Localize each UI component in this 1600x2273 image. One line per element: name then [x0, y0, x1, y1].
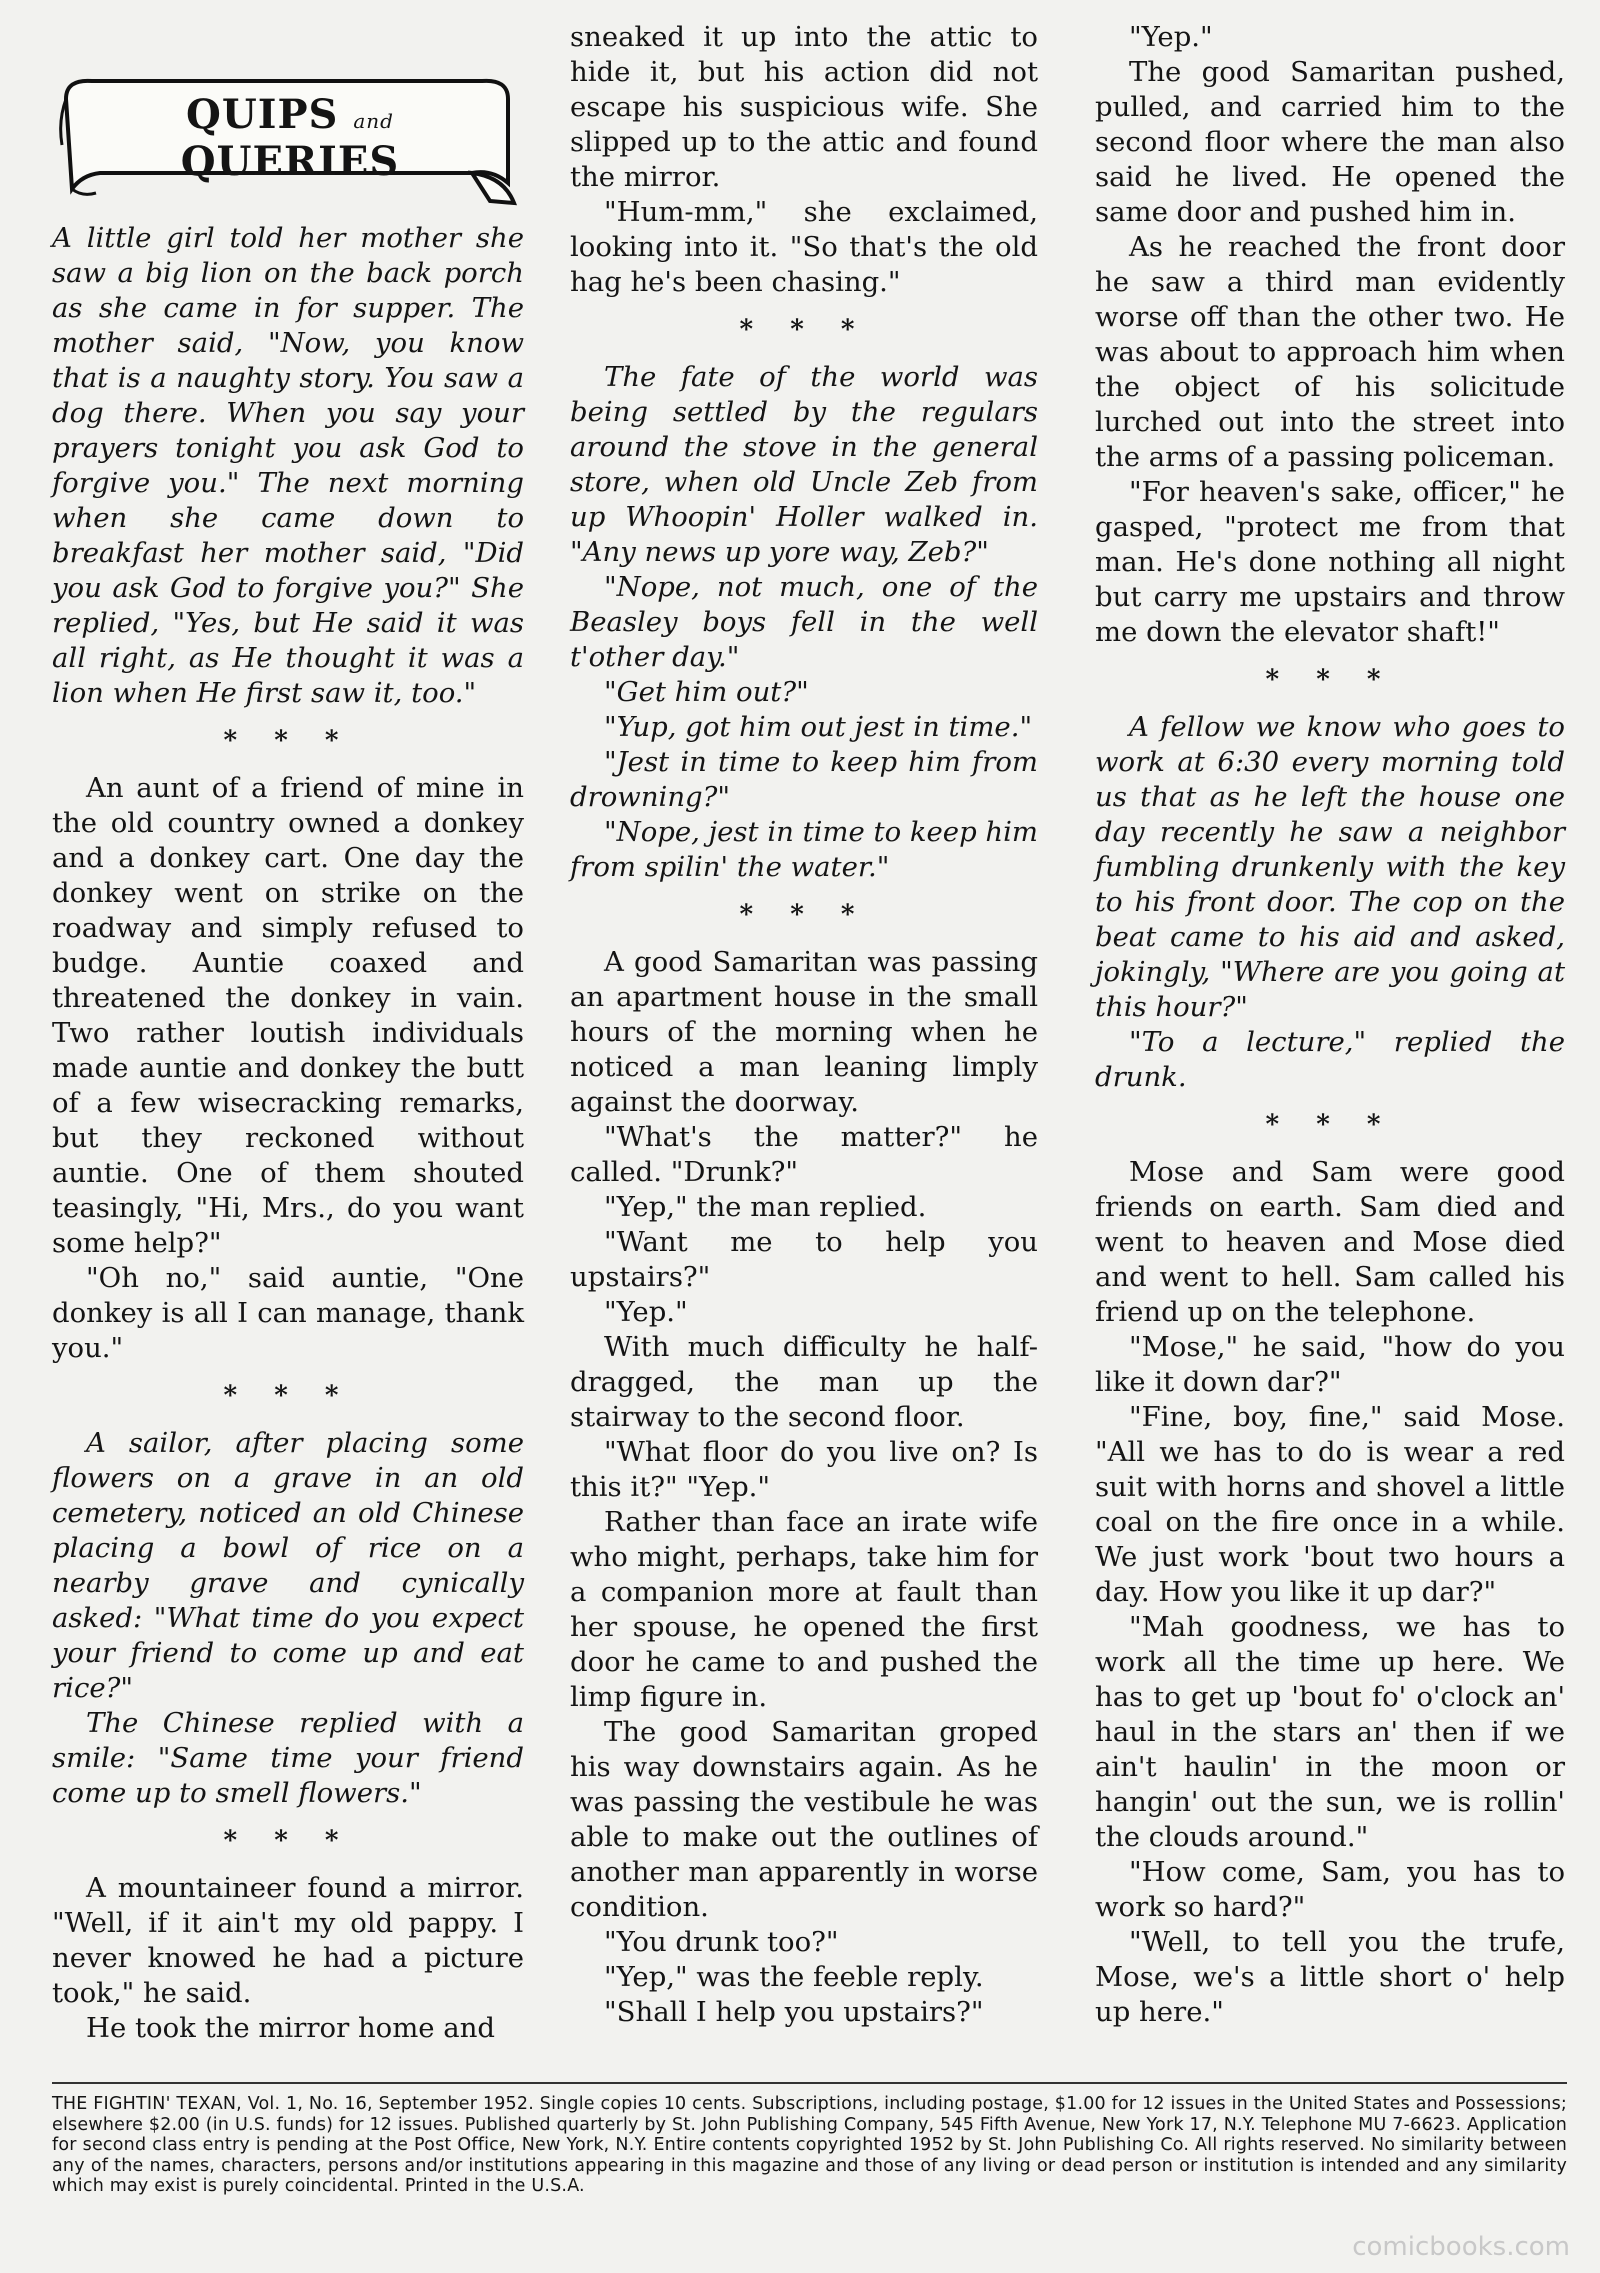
separator: * * *: [223, 1826, 353, 1856]
story-mirror-end: "Hum-mm," she exclaimed, looking into it. "So that's the old hag he's been chasing.": [570, 196, 1038, 298]
story-lion: A little girl told her mother she saw a big lion on the back porch as she came in for supper. The mother said, "Now, you know that is a naughty story. You saw a dog there. When you say your prayers tonight you ask God to forgive you." The next morning when she came down to breakfast her mother said, "Did you ask God to forgive you?" She replied, "Yes, but He said it was all right, as He thought it was a lion when He first saw it, too.": [52, 222, 524, 709]
paragraph: "To a lecture," replied the drunk.: [1095, 1026, 1565, 1093]
paragraph: "Yep," the man replied.: [604, 1191, 927, 1223]
paragraph: "Want me to help you upstairs?": [570, 1226, 1038, 1293]
story-mirror: A mountaineer found a mirror. "Well, if it ain't my old pappy. I never knowed he had a picture took," he said.: [52, 1872, 524, 2009]
paragraph: "Yep.": [604, 1296, 688, 1328]
paragraph: "Jest in time to keep him from drowning?": [570, 746, 1038, 813]
banner-word-queries: QUERIES: [180, 138, 400, 185]
column-2: [570, 20, 1038, 2030]
paragraph: "Mose," he said, "how do you like it down dar?": [1095, 1331, 1565, 1398]
paragraph: "Fine, boy, fine," said Mose. "All we has to do is wear a red suit with horns and shovel a little coal on the fire once in a while. We just work 'bout two hours a day. How you like it up dar?": [1095, 1401, 1565, 1608]
banner-word-quips: QUIPS: [186, 91, 339, 138]
paragraph: A good Samaritan was passing an apartment house in the small hours of the morning when he noticed a man leaning limply against the doorway.: [570, 946, 1038, 1118]
separator: * * *: [739, 315, 869, 345]
watermark: comicbooks.com: [1352, 2232, 1570, 2262]
paragraph: "Shall I help you upstairs?": [604, 1996, 984, 2028]
paragraph: Mose and Sam were good friends on earth. Sam died and went to heaven and Mose died and went to hell. Sam called his friend up on the telephone.: [1095, 1156, 1565, 1328]
paragraph: "Yep," was the feeble reply.: [604, 1961, 984, 1993]
separator: * * *: [223, 1381, 353, 1411]
paragraph: Rather than face an irate wife who might, perhaps, take him for a companion more at fault than her spouse, he opened the first door he came to and pushed the limp figure in.: [570, 1506, 1038, 1713]
banner-title: [80, 91, 500, 185]
paragraph: "What's the matter?" he called. "Drunk?": [570, 1121, 1038, 1188]
column-1: [52, 65, 524, 2046]
separator: * * *: [1265, 665, 1395, 695]
paragraph: As he reached the front door he saw a third man evidently worse off than the other two. He was about to approach him when the object of his solicitude lurched out into the street into the arms of a passing policeman.: [1095, 231, 1565, 473]
paragraph: "Get him out?": [604, 676, 809, 708]
publication-footer: THE FIGHTIN' TEXAN, Vol. 1, No. 16, September 1952. Single copies 10 cents. Subscriptions, including postage, $1.00 for 12 issues in the United States and Possessions; elsewhere $2.00 (in U.S. funds) for 12 issues. Published quarterly by St. John Publishing Company, 545 Fifth Avenue, New York 17, N.Y. Telephone MU 7-6623. Application for second class entry is pending at the Post Office, New York, N.Y. Entire contents copyrighted 1952 by St. John Publishing Co. All rights reserved. No similarity between any of the names, characters, persons and/or institutions appearing in this magazine and those of any living or dead person or institution is intended and any similarity which may exist is purely coincidental. Printed in the U.S.A.: [52, 2094, 1567, 2196]
paragraph: "Well, to tell you the trufe, Mose, we's a little short o' help up here.": [1095, 1926, 1565, 2028]
separator: * * *: [739, 900, 869, 930]
paragraph: "Mah goodness, we has to work all the time up here. We has to get up 'bout fo' o'clock an' haul in the stars an' then if we ain't haulin' in the moon or hangin' out the sun, we is rollin' the clouds around.": [1095, 1611, 1565, 1853]
story-sailor: A sailor, after placing some flowers on a grave in an old cemetery, noticed an old Chinese placing a bowl of rice on a nearby grave and cynically asked: "What time do you expect your friend to come up and eat rice?": [52, 1427, 524, 1704]
story-uncle-zeb: [570, 360, 1038, 885]
separator: * * *: [1265, 1110, 1395, 1140]
story-mose-and-sam: [1095, 1155, 1565, 2030]
story-good-samaritan: [570, 945, 1038, 2030]
paragraph: "You drunk too?": [604, 1926, 839, 1958]
paragraph: "For heaven's sake, officer," he gasped, "protect me from that man. He's done nothing all night but carry me upstairs and throw me down the elevator shaft!": [1095, 476, 1565, 648]
story-donkey: An aunt of a friend of mine in the old country owned a donkey and a donkey cart. One day the donkey went on strike on the roadway and simply refused to budge. Auntie coaxed and threatened the donkey in vain. Two rather loutish individuals made auntie and donkey the butt of a few wisecracking remarks, but they reckoned without auntie. One of them shouted teasingly, "Hi, Mrs., do you want some help?": [52, 772, 524, 1259]
paragraph: "Yep.": [1129, 21, 1213, 53]
paragraph: "Nope, jest in time to keep him from spilin' the water.": [570, 816, 1039, 883]
story-mirror-continued: He took the mirror home and: [86, 2012, 496, 2044]
story-mirror-cont: sneaked it up into the attic to hide it, but his action did not escape his suspicious wife. She slipped up to the attic and found the mirror.: [570, 21, 1038, 193]
paragraph: "Nope, not much, one of the Beasley boys fell in the well t'other day.": [570, 571, 1038, 673]
paragraph: With much difficulty he half-dragged, the man up the stairway to the second floor.: [570, 1331, 1038, 1433]
paragraph: "What floor do you live on? Is this it?" "Yep.": [570, 1436, 1038, 1503]
paragraph: The good Samaritan pushed, pulled, and carried him to the second floor where the man also said he lived. He opened the same door and pushed him in.: [1095, 56, 1565, 228]
quips-and-queries-banner: [52, 65, 522, 215]
story-sailor-reply: The Chinese replied with a smile: "Same time your friend come up to smell flowers.": [52, 1707, 524, 1809]
paragraph: "How come, Sam, you has to work so hard?": [1095, 1856, 1565, 1923]
banner-word-and: and: [353, 109, 394, 133]
column-3: [1095, 20, 1565, 2030]
paragraph: The good Samaritan groped his way downstairs again. As he was passing the vestibule he was able to make out the outlines of another man apparently in worse condition.: [570, 1716, 1038, 1923]
story-donkey-reply: "Oh no," said auntie, "One donkey is all I can manage, thank you.": [52, 1262, 524, 1364]
story-lecture: [1095, 710, 1565, 1095]
story-good-samaritan-continued: [1095, 20, 1565, 650]
paragraph: The fate of the world was being settled by the regulars around the stove in the general store, when old Uncle Zeb from up Whoopin' Holler walked in. "Any news up yore way, Zeb?": [570, 361, 1038, 568]
paragraph: A fellow we know who goes to work at 6:30 every morning told us that as he left the house one day recently he saw a neighbor fumbling drunkenly with the key to his front door. The cop on the beat came to his aid and asked, jokingly, "Where are you going at this hour?": [1095, 711, 1565, 1023]
separator: * * *: [223, 726, 353, 756]
paragraph: "Yup, got him out jest in time.": [604, 711, 1033, 743]
footer-divider: [52, 2082, 1567, 2084]
